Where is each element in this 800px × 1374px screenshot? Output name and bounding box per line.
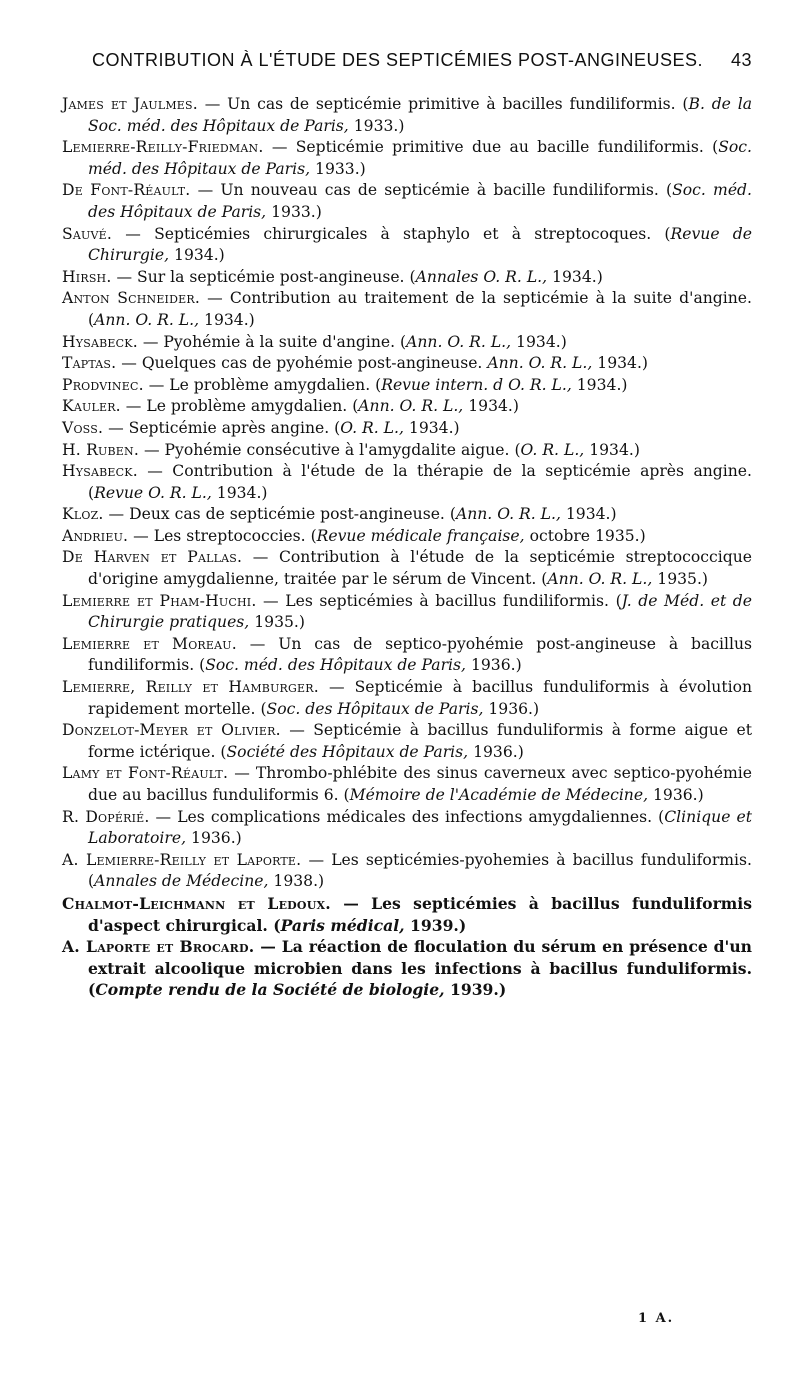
reference-journal: Soc. méd. des Hôpitaux de Paris, <box>205 656 466 675</box>
reference-journal: Soc. des Hôpitaux de Paris, <box>266 699 484 718</box>
reference-journal: O. R. L., <box>520 440 585 459</box>
reference-journal: Ann. O. R. L., <box>94 310 200 329</box>
reference-title: Pyohémie consécutive à l'amygdalite aigue. ( <box>164 440 521 459</box>
reference-journal: Société des Hôpitaux de Paris, <box>226 742 469 761</box>
page-number: 43 <box>730 50 752 70</box>
reference-separator: — <box>128 526 154 545</box>
reference-title: Contribution au traitement de la septicémie à la suite d'angine. ( <box>88 289 752 329</box>
reference-title: Deux cas de septicémie post-angineuse. ( <box>129 505 456 524</box>
header-title: CONTRIBUTION À L'ÉTUDE DES SEPTICÉMIES POST-ANGINEUSES. <box>92 50 704 70</box>
reference-entry <box>62 807 752 850</box>
reference-separator: — <box>139 440 165 459</box>
reference-entry <box>62 634 752 677</box>
reference-separator: — <box>330 893 372 913</box>
reference-authors: Lemierre-Reilly-Friedman. <box>62 138 264 157</box>
reference-entry <box>62 504 752 526</box>
reference-separator: — <box>318 678 355 697</box>
reference-entry <box>62 591 752 634</box>
reference-year: 1934.) <box>199 310 255 329</box>
bibliography-list <box>62 94 752 1001</box>
reference-authors: Prodvinec. <box>62 375 144 394</box>
signature-mark: 1 A. <box>638 1311 675 1326</box>
reference-journal: Compte rendu de la Société de biologie, <box>95 980 445 1000</box>
reference-entry <box>62 267 752 289</box>
reference-authors: Hysabeck. <box>62 462 138 481</box>
reference-year: 1934.) <box>211 483 268 502</box>
reference-title: Le problème amygdalien. ( <box>146 397 359 416</box>
reference-year: 1933.) <box>348 116 405 135</box>
reference-separator: — <box>236 634 279 653</box>
reference-entry <box>62 353 752 375</box>
reference-title: Septicémie à bacillus funduliformis à évolution rapidement mortelle. ( <box>88 678 752 718</box>
reference-entry <box>62 547 752 590</box>
reference-separator: — <box>301 850 332 869</box>
reference-journal: Soc. méd. des Hôpitaux de Paris, <box>88 138 752 178</box>
reference-journal: Paris médical, <box>280 915 405 935</box>
reference-year: 1935.) <box>652 570 709 589</box>
reference-year: 1933.) <box>310 159 366 178</box>
reference-year: 1936.) <box>483 699 540 718</box>
reference-year: octobre 1935.) <box>524 526 646 545</box>
reference-year: 1936.) <box>186 829 242 848</box>
reference-entry <box>62 850 752 893</box>
reference-journal: B. de la Soc. méd. des Hôpitaux de Paris, <box>88 95 752 135</box>
reference-journal: Ann. O. R. L., <box>455 505 561 524</box>
reference-entry <box>62 936 752 1001</box>
reference-title: Septicémie à bacillus funduliformis à forme aigue et forme ictérique. ( <box>88 721 752 761</box>
reference-authors: Lemierre et Moreau. <box>62 634 237 653</box>
reference-title: Sur la septicémie post-angineuse. ( <box>137 267 416 286</box>
reference-entry <box>62 137 752 180</box>
reference-authors: Chalmot-Leichmann et Ledoux. <box>62 893 331 913</box>
reference-authors: Voss. <box>62 418 104 437</box>
reference-year: 1936.) <box>465 656 522 675</box>
reference-journal: Ann. O. R. L., <box>406 332 512 351</box>
reference-authors: H. Ruben. <box>62 440 140 459</box>
reference-entry <box>62 375 752 397</box>
reference-authors: De Font-Réault. <box>62 181 191 200</box>
reference-year: 1934.) <box>169 246 225 265</box>
reference-authors: R. Dopérié. <box>62 807 150 826</box>
reference-entry <box>62 396 752 418</box>
reference-title: Contribution à l'étude de la septicémie streptococcique d'origine amygdalienne, traitée par le sérum de Vincent. ( <box>88 548 752 589</box>
reference-title: Septicémie après angine. ( <box>128 418 341 437</box>
reference-journal: Revue de Chirurgie, <box>88 224 752 265</box>
reference-journal: J. de Méd. et de Chirurgie pratiques, <box>88 591 753 632</box>
reference-separator: — <box>137 332 164 351</box>
reference-title: Contribution à l'étude de la thérapie de la septicémie après angine. ( <box>88 462 752 502</box>
reference-year: 1934.) <box>584 440 640 459</box>
reference-title: Thrombo-phlébite des sinus caverneux avec septico-pyohémie due au bacillus funduliformis 6. ( <box>88 764 752 804</box>
reference-separator: — <box>143 375 170 394</box>
reference-authors: Anton Schneider. <box>62 289 200 308</box>
reference-year: 1934.) <box>547 267 603 286</box>
reference-authors: A. Lemierre-Reilly et Laporte. <box>62 850 302 869</box>
reference-authors: Hysabeck. <box>62 332 138 351</box>
reference-entry <box>62 526 752 548</box>
reference-journal: Ann. O. R. L., <box>547 570 653 589</box>
reference-separator: — <box>111 267 138 286</box>
reference-separator: — <box>112 224 155 243</box>
reference-journal: Revue O. R. L., <box>94 483 212 502</box>
reference-journal: Annales de Médecine, <box>94 872 269 891</box>
reference-title: Quelques cas de pyohémie post-angineuse. <box>141 354 488 373</box>
reference-year: 1938.) <box>268 872 325 891</box>
reference-separator: — <box>263 138 296 157</box>
reference-year: 1934.) <box>403 418 460 437</box>
reference-journal: Ann. O. R. L., <box>487 354 593 373</box>
reference-journal: Revue médicale française, <box>316 526 525 545</box>
reference-year: 1939.) <box>404 915 467 935</box>
reference-authors: Kauler. <box>62 397 121 416</box>
reference-year: 1936.) <box>648 786 704 804</box>
reference-separator: — <box>256 591 286 610</box>
reference-authors: Lemierre et Pham-Huchi. <box>62 591 257 610</box>
reference-separator: — <box>197 95 228 113</box>
reference-separator: — <box>280 721 314 740</box>
reference-authors: De Harven et Pallas. <box>62 548 243 567</box>
reference-journal: Ann. O. R. L., <box>358 397 464 416</box>
reference-year: 1933.) <box>266 202 322 221</box>
reference-authors: Andrieu. <box>62 526 129 545</box>
reference-title: Les septicémies-pyohemies à bacillus funduliformis. ( <box>88 850 753 891</box>
reference-entry <box>62 720 752 763</box>
reference-separator: — <box>149 807 178 826</box>
reference-title: Pyohémie à la suite d'angine. ( <box>163 332 407 351</box>
reference-separator: — <box>254 937 282 957</box>
reference-title: Les streptococcies. ( <box>153 526 317 545</box>
reference-authors: Lamy et Font-Réault. <box>62 764 229 783</box>
reference-entry <box>62 94 752 137</box>
reference-title: Les complications médicales des infections amygdaliennes. ( <box>177 807 665 826</box>
reference-entry <box>62 418 752 440</box>
reference-journal: Annales O. R. L., <box>415 267 548 286</box>
reference-authors: Lemierre, Reilly et Hamburger. <box>62 678 319 697</box>
reference-title: Un cas de septico-pyohémie post-angineuse à bacillus fundiliformis. ( <box>88 634 752 675</box>
reference-title: La réaction de floculation du sérum en présence d'un extrait alcoolique microbien dans les infections à bacillus funduliformis. ( <box>88 937 752 1000</box>
reference-entry <box>62 763 752 806</box>
reference-year: 1935.) <box>249 613 305 632</box>
reference-title: Un cas de septicémie primitive à bacilles fundiliformis. ( <box>227 95 689 113</box>
reference-title: Un nouveau cas de septicémie à bacille fundiliformis. ( <box>220 181 673 200</box>
reference-authors: Sauvé. <box>62 224 113 243</box>
reference-authors: Kloz. <box>62 505 104 524</box>
reference-journal: Clinique et Laboratoire, <box>88 807 752 848</box>
reference-year: 1939.) <box>444 980 507 1000</box>
reference-authors: Hirsh. <box>62 267 112 286</box>
reference-year: 1936.) <box>468 742 524 761</box>
reference-separator: — <box>120 397 147 416</box>
reference-entry <box>62 461 752 504</box>
reference-authors: James et Jaulmes. <box>62 95 198 113</box>
reference-authors: Taptas. <box>62 354 117 373</box>
reference-separator: — <box>228 764 256 783</box>
reference-separator: — <box>200 289 230 308</box>
reference-authors: A. Laporte et Brocard. <box>62 937 255 957</box>
reference-entry <box>62 332 752 354</box>
reference-authors: Donzelot-Meyer et Olivier. <box>62 721 281 740</box>
reference-year: 1934.) <box>571 375 628 394</box>
reference-title: Le problème amygdalien. ( <box>169 375 382 394</box>
reference-separator: — <box>242 548 279 567</box>
reference-title: Les septicémies à bacillus fundiliformis. ( <box>285 591 622 610</box>
reference-separator: — <box>190 181 221 200</box>
reference-year: 1934.) <box>560 505 617 524</box>
reference-entry <box>62 893 752 936</box>
reference-entry <box>62 440 752 462</box>
reference-year: 1934.) <box>463 397 519 416</box>
reference-entry <box>62 677 752 720</box>
reference-year: 1934.) <box>592 354 648 373</box>
reference-title: Septicémies chirurgicales à staphylo et à streptocoques. ( <box>154 224 671 243</box>
reference-entry <box>62 180 752 223</box>
reference-journal: O. R. L., <box>340 418 404 437</box>
reference-journal: Revue intern. d O. R. L., <box>381 375 572 394</box>
reference-title: Septicémie primitive due au bacille fundiliformis. ( <box>295 138 719 157</box>
reference-title: Les septicémies à bacillus funduliformis d'aspect chirurgical. ( <box>88 893 752 935</box>
reference-year: 1934.) <box>511 332 567 351</box>
reference-entry <box>62 288 752 331</box>
reference-journal: Soc. méd. des Hôpitaux de Paris, <box>88 181 752 221</box>
reference-entry <box>62 224 752 267</box>
reference-separator: — <box>103 418 129 437</box>
reference-journal: Mémoire de l'Académie de Médecine, <box>349 786 649 804</box>
reference-separator: — <box>116 354 142 373</box>
running-header <box>92 50 752 74</box>
reference-separator: — <box>103 505 130 524</box>
reference-separator: — <box>137 462 173 481</box>
